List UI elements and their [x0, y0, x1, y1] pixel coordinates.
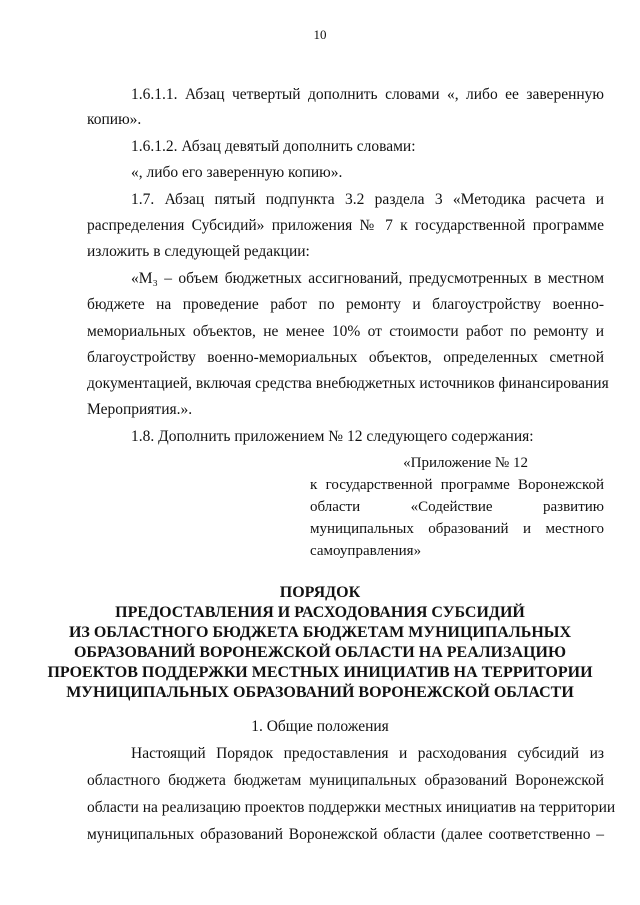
body-line: области на реализацию проектов поддержки местных инициатив на территории	[87, 799, 616, 816]
appendix-title: «Приложение № 12	[403, 455, 528, 471]
title-line: ОБРАЗОВАНИЙ ВОРОНЕЖСКОЙ ОБЛАСТИ НА РЕАЛИЗАЦИЮ	[73, 644, 567, 661]
body-paragraph: Настоящий Порядок предоставления и расходования субсидий из	[131, 745, 604, 762]
paragraph-line: копию».	[87, 111, 142, 128]
appendix-line: муниципальных образований и местного	[310, 521, 604, 537]
section-heading: 1. Общие положения	[251, 718, 389, 735]
appendix-line: области «Содействие развитию	[310, 499, 604, 515]
paragraph-1-6-1-1: 1.6.1.1. Абзац четвертый дополнить словами «, либо ее заверенную	[131, 86, 604, 103]
paragraph-line: документацией, включая средства внебюджетных источников финансирования	[87, 375, 609, 392]
paragraph-line: благоустройству военно-мемориальных объектов, определенных сметной	[87, 349, 604, 366]
title-line: ИЗ ОБЛАСТНОГО БЮДЖЕТА БЮДЖЕТАМ МУНИЦИПАЛЬНЫХ	[68, 624, 572, 641]
paragraph-1-6-1-2: 1.6.1.2. Абзац девятый дополнить словами:	[131, 138, 416, 155]
paragraph-line: «, либо его заверенную копию».	[131, 164, 343, 181]
body-line: областного бюджета бюджетам муниципальных образований Воронежской	[87, 772, 604, 789]
paragraph-line: распределения Субсидий» приложения № 7 к государственной программе	[87, 217, 604, 234]
title-line: ПРОЕКТОВ ПОДДЕРЖКИ МЕСТНЫХ ИНИЦИАТИВ НА ТЕРРИТОРИИ	[47, 664, 593, 681]
title-line: МУНИЦИПАЛЬНЫХ ОБРАЗОВАНИЙ ВОРОНЕЖСКОЙ ОБЛАСТИ	[66, 684, 574, 701]
paragraph-line: Мероприятия.».	[87, 401, 193, 418]
paragraph-line: мемориальных объектов, не менее 10% от стоимости работ по ремонту и	[87, 323, 604, 340]
paragraph-1-8: 1.8. Дополнить приложением № 12 следующего содержания:	[131, 428, 534, 445]
page-number: 10	[313, 27, 327, 42]
paragraph-1-7: 1.7. Абзац пятый подпункта 3.2 раздела 3 «Методика расчета и	[131, 191, 604, 208]
appendix-line: самоуправления»	[310, 543, 422, 559]
paragraph-line: изложить в следующей редакции:	[87, 243, 310, 260]
document-title: ПОРЯДОК	[279, 584, 361, 601]
appendix-line: к государственной программе Воронежской	[310, 477, 604, 493]
paragraph-line: бюджете на проведение работ по ремонту и благоустройству военно-	[87, 296, 604, 313]
body-line: муниципальных образований Воронежской области (далее соответственно –	[87, 826, 604, 843]
title-line: ПРЕДОСТАВЛЕНИЯ И РАСХОДОВАНИЯ СУБСИДИЙ	[115, 604, 525, 621]
quote-paragraph: «M₃ – объем бюджетных ассигнований, предусмотренных в местном	[131, 270, 604, 287]
